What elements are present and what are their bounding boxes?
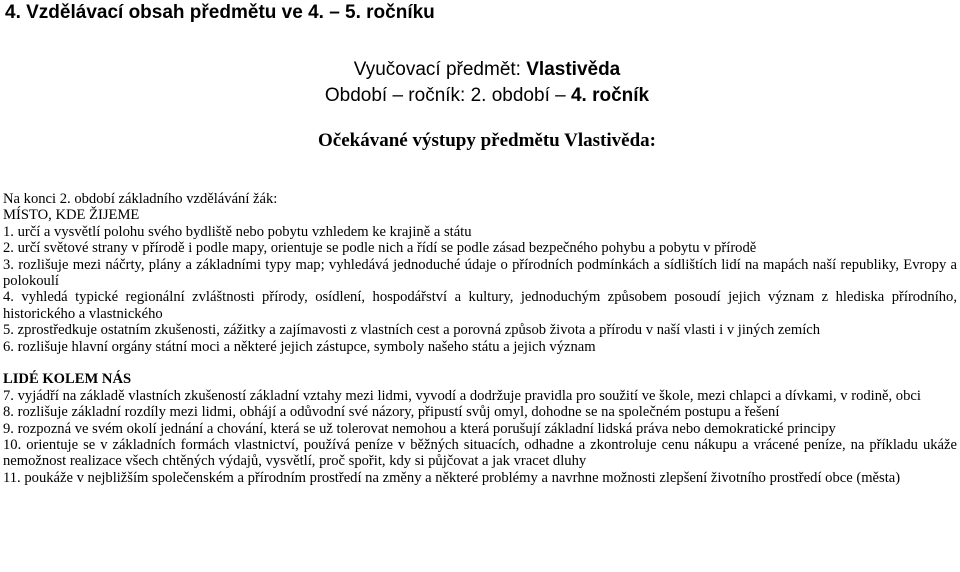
outcome-item: 11. poukáže v nejbližším společenském a přírodním prostředí na změny a některé problémy a navrhne možnosti zlepšení životního prostředí obce (města)	[3, 469, 901, 486]
period-value-plain: 2. období –	[470, 85, 566, 106]
outcome-item: 5. zprostředkuje ostatním zkušenosti, zážitky a zajímavosti z vlastních cest a porovná způsob života a přírodu v naší vlasti i v jiných zemích	[3, 322, 821, 339]
outcome-item: 6. rozlišuje hlavní orgány státní moci a některé jejich zástupce, symboly našeho státu a jejich význam	[3, 338, 596, 355]
section-spacer	[0, 355, 960, 371]
subject-value: Vlastivěda	[526, 59, 621, 80]
outcome-item: 3. rozlišuje mezi náčrty, plány a základními typy map; vyhledává jednoduché údaje o přírodních podmínkách a sídlištích lidí na mapách naší republiky, Evropy a polokoulí	[3, 256, 957, 290]
outcome-item: 9. rozpozná ve svém okolí jednání a chování, která se už tolerovat nemohou a která porušují základní lidská práva nebo demokratické principy	[3, 420, 836, 437]
chapter-heading: 4. Vzdělávací obsah předmětu ve 4. – 5. ročníku	[5, 2, 435, 23]
section-title-people: LIDÉ KOLEM NÁS	[3, 371, 132, 388]
outcomes-title: Očekávané výstupy předmětu Vlastivěda:	[318, 130, 656, 151]
intro-text: Na konci 2. období základního vzdělávání žák:	[3, 191, 278, 207]
outcome-item: 10. orientuje se v základních formách vlastnictví, používá peníze v běžných situacích, odhadne a zkontroluje cenu nákupu a vrácené peníze, na příkladu ukáže nemožnost realizace všech chtěných výdajů, vysvětlí, proč spořit, kdy si půjčovat a jak vracet dluhy	[3, 437, 957, 470]
outcome-item: 4. vyhledá typické regionální zvláštnosti přírody, osídlení, hospodářství a kultury, jednoduchým způsobem posoudí jejich význam z hlediska přírodního, historického a vlastnického	[3, 289, 957, 322]
period-label: Období – ročník:	[324, 85, 466, 106]
period-value-bold: 4. ročník	[570, 85, 650, 106]
outcome-item: 8. rozlišuje základní rozdíly mezi lidmi, obhájí a odůvodní své názory, připustí svůj omyl, dohodne se na společném postupu a řešení	[3, 404, 780, 421]
section-title-place: MÍSTO, KDE ŽIJEME	[3, 207, 140, 224]
document-body	[0, 191, 960, 486]
outcome-item: 1. určí a vysvětlí polohu svého bydliště nebo pobytu vzhledem ke krajině a státu	[3, 223, 472, 240]
subject-label: Vyučovací předmět:	[353, 59, 521, 80]
outcome-item: 2. určí světové strany v přírodě i podle mapy, orientuje se podle nich a řídí se podle zásad bezpečného pohybu a pobytu v přírodě	[3, 240, 757, 257]
outcome-item: 7. vyjádří na základě vlastních zkušeností základní vztahy mezi lidmi, vyvodí a dodržuje pravidla pro soužití ve škole, mezi chlapci a dívkami, v rodině, obci	[3, 387, 921, 404]
period-line	[0, 83, 960, 109]
subject-line	[0, 57, 960, 83]
